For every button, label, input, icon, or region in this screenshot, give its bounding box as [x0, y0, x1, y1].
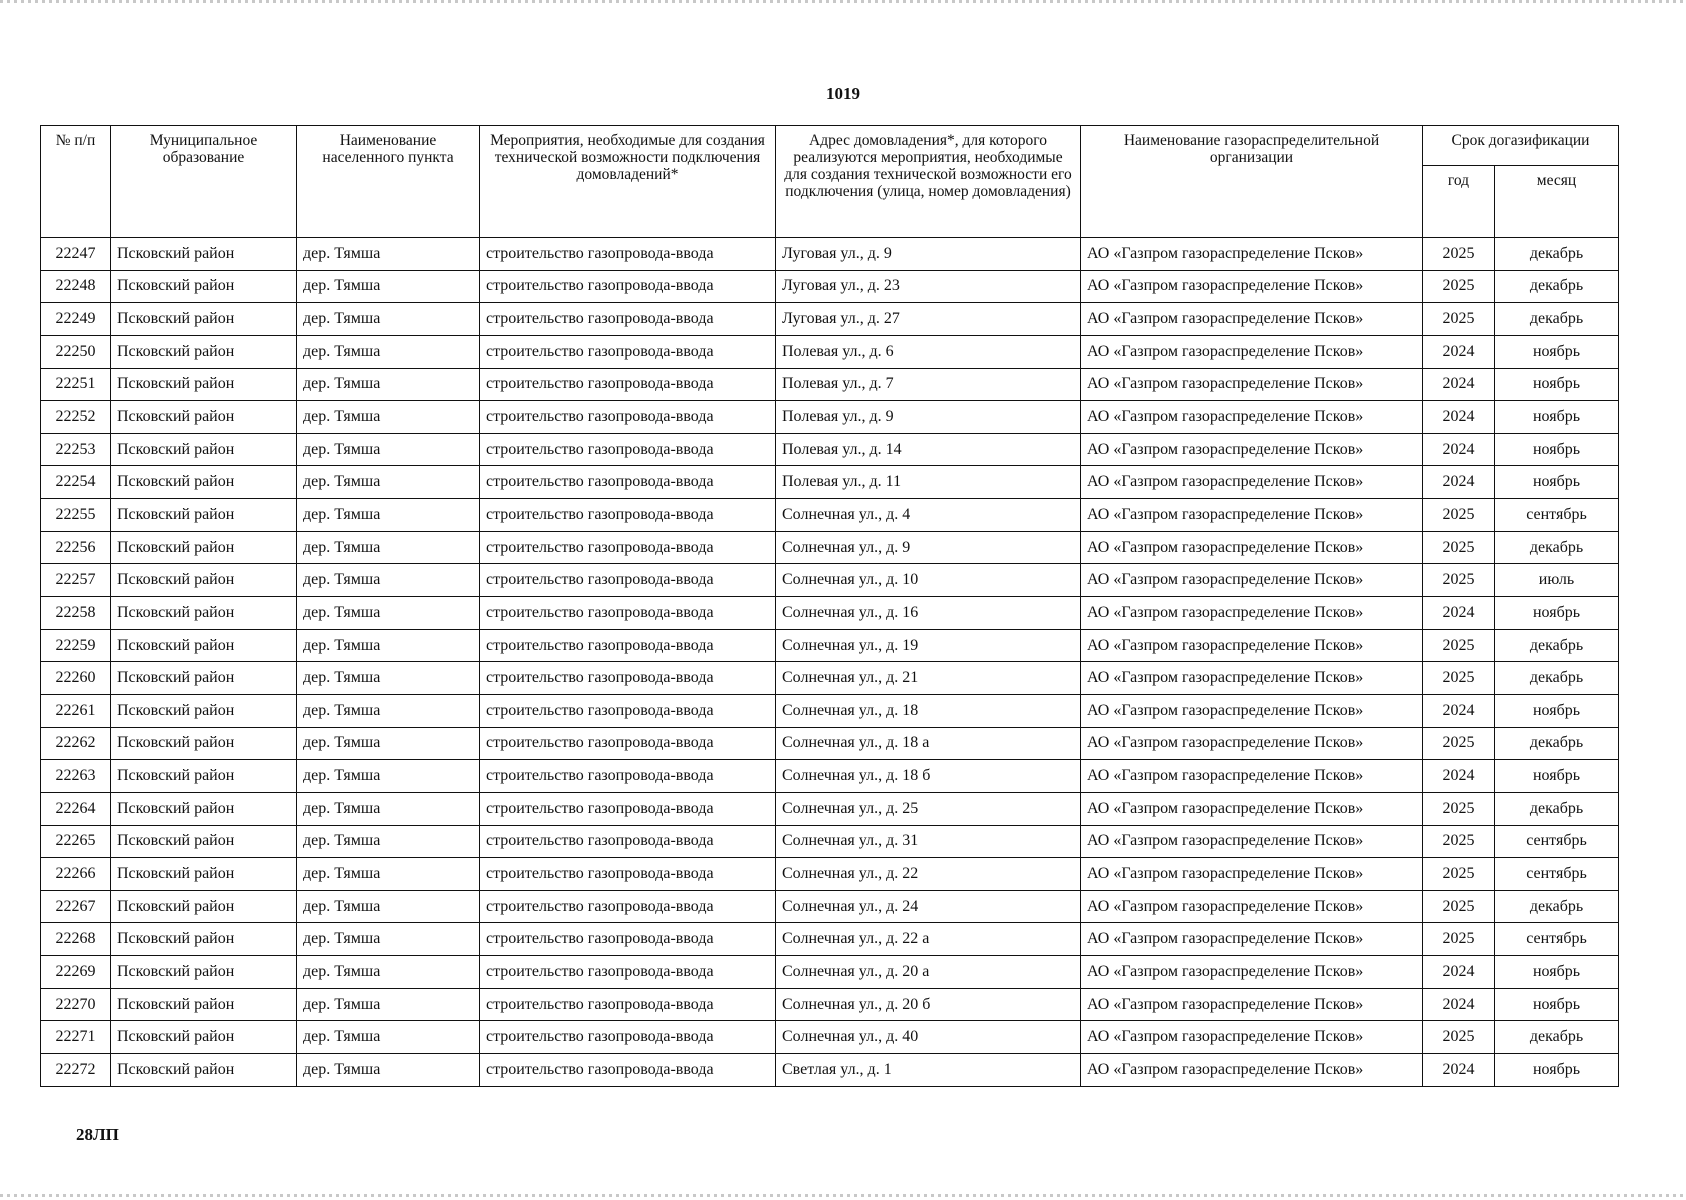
cell-organization: АО «Газпром газораспределение Псков» [1081, 368, 1423, 401]
cell-month: декабрь [1495, 727, 1619, 760]
header-deadline: Срок догазификации [1423, 126, 1619, 166]
table-row [41, 988, 1619, 1021]
cell-organization: АО «Газпром газораспределение Псков» [1081, 1054, 1423, 1087]
cell-num: 22267 [41, 890, 111, 923]
table-row [41, 890, 1619, 923]
cell-measure: строительство газопровода-ввода [480, 890, 776, 923]
cell-month: ноябрь [1495, 401, 1619, 434]
header-measures: Мероприятия, необходимые для создания технической возможности подключения домовладений* [480, 126, 776, 238]
cell-settlement: дер. Тямша [297, 694, 480, 727]
cell-municipality: Псковский район [111, 792, 297, 825]
cell-organization: АО «Газпром газораспределение Псков» [1081, 890, 1423, 923]
table-row [41, 238, 1619, 271]
cell-month: декабрь [1495, 662, 1619, 695]
cell-organization: АО «Газпром газораспределение Псков» [1081, 988, 1423, 1021]
cell-municipality: Псковский район [111, 760, 297, 793]
cell-num: 22272 [41, 1054, 111, 1087]
cell-address: Полевая ул., д. 11 [776, 466, 1081, 499]
cell-municipality: Псковский район [111, 303, 297, 336]
header-month: месяц [1495, 166, 1619, 238]
cell-organization: АО «Газпром газораспределение Псков» [1081, 760, 1423, 793]
table-row [41, 956, 1619, 989]
cell-address: Солнечная ул., д. 18 а [776, 727, 1081, 760]
cell-month: декабрь [1495, 531, 1619, 564]
cell-measure: строительство газопровода-ввода [480, 694, 776, 727]
cell-month: сентябрь [1495, 825, 1619, 858]
header-address: Адрес домовладения*, для которого реализуются мероприятия, необходимые для создания технической возможности его подключения (улица, номер домовладения) [776, 126, 1081, 238]
cell-measure: строительство газопровода-ввода [480, 629, 776, 662]
cell-month: сентябрь [1495, 923, 1619, 956]
scan-edge-bottom [0, 1194, 1686, 1197]
cell-measure: строительство газопровода-ввода [480, 988, 776, 1021]
table-row [41, 923, 1619, 956]
header-year: год [1423, 166, 1495, 238]
cell-organization: АО «Газпром газораспределение Псков» [1081, 858, 1423, 891]
cell-month: ноябрь [1495, 956, 1619, 989]
cell-settlement: дер. Тямша [297, 597, 480, 630]
table-body [41, 238, 1619, 1087]
cell-organization: АО «Газпром газораспределение Псков» [1081, 564, 1423, 597]
cell-year: 2024 [1423, 466, 1495, 499]
cell-month: декабрь [1495, 792, 1619, 825]
cell-year: 2024 [1423, 956, 1495, 989]
cell-year: 2025 [1423, 923, 1495, 956]
cell-organization: АО «Газпром газораспределение Псков» [1081, 531, 1423, 564]
cell-num: 22247 [41, 238, 111, 271]
cell-settlement: дер. Тямша [297, 335, 480, 368]
cell-municipality: Псковский район [111, 694, 297, 727]
cell-num: 22249 [41, 303, 111, 336]
cell-measure: строительство газопровода-ввода [480, 956, 776, 989]
cell-month: июль [1495, 564, 1619, 597]
cell-settlement: дер. Тямша [297, 629, 480, 662]
cell-num: 22251 [41, 368, 111, 401]
cell-num: 22248 [41, 270, 111, 303]
cell-year: 2025 [1423, 238, 1495, 271]
cell-measure: строительство газопровода-ввода [480, 531, 776, 564]
cell-municipality: Псковский район [111, 433, 297, 466]
cell-address: Солнечная ул., д. 18 [776, 694, 1081, 727]
cell-measure: строительство газопровода-ввода [480, 564, 776, 597]
cell-settlement: дер. Тямша [297, 956, 480, 989]
cell-year: 2024 [1423, 988, 1495, 1021]
cell-organization: АО «Газпром газораспределение Псков» [1081, 662, 1423, 695]
cell-address: Солнечная ул., д. 22 а [776, 923, 1081, 956]
cell-address: Солнечная ул., д. 25 [776, 792, 1081, 825]
cell-municipality: Псковский район [111, 988, 297, 1021]
cell-num: 22253 [41, 433, 111, 466]
cell-municipality: Псковский район [111, 401, 297, 434]
cell-organization: АО «Газпром газораспределение Псков» [1081, 270, 1423, 303]
scan-edge-top [0, 0, 1686, 3]
cell-month: ноябрь [1495, 988, 1619, 1021]
cell-address: Солнечная ул., д. 10 [776, 564, 1081, 597]
cell-address: Луговая ул., д. 27 [776, 303, 1081, 336]
table-row [41, 564, 1619, 597]
cell-organization: АО «Газпром газораспределение Псков» [1081, 956, 1423, 989]
cell-measure: строительство газопровода-ввода [480, 1021, 776, 1054]
table-row [41, 499, 1619, 532]
cell-measure: строительство газопровода-ввода [480, 1054, 776, 1087]
cell-num: 22260 [41, 662, 111, 695]
cell-num: 22256 [41, 531, 111, 564]
cell-measure: строительство газопровода-ввода [480, 923, 776, 956]
table-row [41, 727, 1619, 760]
table-row [41, 792, 1619, 825]
cell-settlement: дер. Тямша [297, 466, 480, 499]
cell-month: сентябрь [1495, 499, 1619, 532]
cell-measure: строительство газопровода-ввода [480, 238, 776, 271]
cell-organization: АО «Газпром газораспределение Псков» [1081, 433, 1423, 466]
table-row [41, 335, 1619, 368]
cell-municipality: Псковский район [111, 1021, 297, 1054]
cell-organization: АО «Газпром газораспределение Псков» [1081, 1021, 1423, 1054]
cell-measure: строительство газопровода-ввода [480, 499, 776, 532]
cell-month: ноябрь [1495, 1054, 1619, 1087]
cell-num: 22271 [41, 1021, 111, 1054]
gasification-table [40, 125, 1619, 1087]
table-row [41, 1021, 1619, 1054]
table-header [41, 126, 1619, 238]
cell-address: Солнечная ул., д. 18 б [776, 760, 1081, 793]
header-num: № п/п [41, 126, 111, 238]
cell-organization: АО «Газпром газораспределение Псков» [1081, 335, 1423, 368]
header-organization: Наименование газораспределительной организации [1081, 126, 1423, 238]
cell-municipality: Псковский район [111, 956, 297, 989]
table-row [41, 270, 1619, 303]
cell-municipality: Псковский район [111, 368, 297, 401]
cell-measure: строительство газопровода-ввода [480, 401, 776, 434]
cell-settlement: дер. Тямша [297, 662, 480, 695]
cell-settlement: дер. Тямша [297, 499, 480, 532]
cell-settlement: дер. Тямша [297, 988, 480, 1021]
cell-num: 22257 [41, 564, 111, 597]
cell-address: Полевая ул., д. 14 [776, 433, 1081, 466]
cell-municipality: Псковский район [111, 531, 297, 564]
table-row [41, 1054, 1619, 1087]
cell-month: декабрь [1495, 629, 1619, 662]
cell-organization: АО «Газпром газораспределение Псков» [1081, 629, 1423, 662]
cell-year: 2025 [1423, 270, 1495, 303]
cell-num: 22262 [41, 727, 111, 760]
cell-address: Светлая ул., д. 1 [776, 1054, 1081, 1087]
cell-municipality: Псковский район [111, 662, 297, 695]
cell-year: 2025 [1423, 890, 1495, 923]
cell-settlement: дер. Тямша [297, 531, 480, 564]
cell-municipality: Псковский район [111, 923, 297, 956]
cell-address: Луговая ул., д. 23 [776, 270, 1081, 303]
cell-settlement: дер. Тямша [297, 564, 480, 597]
cell-month: ноябрь [1495, 433, 1619, 466]
header-settlement: Наименование населенного пункта [297, 126, 480, 238]
table-row [41, 597, 1619, 630]
cell-organization: АО «Газпром газораспределение Псков» [1081, 792, 1423, 825]
cell-settlement: дер. Тямша [297, 1021, 480, 1054]
cell-municipality: Псковский район [111, 499, 297, 532]
cell-num: 22254 [41, 466, 111, 499]
cell-municipality: Псковский район [111, 597, 297, 630]
cell-measure: строительство газопровода-ввода [480, 858, 776, 891]
cell-measure: строительство газопровода-ввода [480, 335, 776, 368]
cell-month: ноябрь [1495, 597, 1619, 630]
cell-month: сентябрь [1495, 858, 1619, 891]
table-row [41, 760, 1619, 793]
cell-num: 22263 [41, 760, 111, 793]
cell-measure: строительство газопровода-ввода [480, 597, 776, 630]
cell-settlement: дер. Тямша [297, 401, 480, 434]
cell-num: 22255 [41, 499, 111, 532]
cell-settlement: дер. Тямша [297, 792, 480, 825]
cell-measure: строительство газопровода-ввода [480, 270, 776, 303]
cell-organization: АО «Газпром газораспределение Псков» [1081, 499, 1423, 532]
cell-month: декабрь [1495, 270, 1619, 303]
table-row [41, 303, 1619, 336]
cell-organization: АО «Газпром газораспределение Псков» [1081, 923, 1423, 956]
cell-year: 2024 [1423, 1054, 1495, 1087]
cell-month: ноябрь [1495, 694, 1619, 727]
cell-year: 2024 [1423, 760, 1495, 793]
cell-organization: АО «Газпром газораспределение Псков» [1081, 238, 1423, 271]
header-municipality: Муниципальное образование [111, 126, 297, 238]
cell-measure: строительство газопровода-ввода [480, 466, 776, 499]
cell-settlement: дер. Тямша [297, 270, 480, 303]
cell-settlement: дер. Тямша [297, 1054, 480, 1087]
cell-address: Полевая ул., д. 7 [776, 368, 1081, 401]
table-row [41, 662, 1619, 695]
cell-year: 2025 [1423, 303, 1495, 336]
cell-num: 22266 [41, 858, 111, 891]
cell-municipality: Псковский район [111, 466, 297, 499]
cell-year: 2025 [1423, 531, 1495, 564]
cell-month: декабрь [1495, 303, 1619, 336]
table-row [41, 401, 1619, 434]
cell-year: 2024 [1423, 597, 1495, 630]
table-row [41, 531, 1619, 564]
cell-address: Луговая ул., д. 9 [776, 238, 1081, 271]
cell-municipality: Псковский район [111, 890, 297, 923]
cell-municipality: Псковский район [111, 825, 297, 858]
cell-num: 22261 [41, 694, 111, 727]
cell-address: Солнечная ул., д. 20 а [776, 956, 1081, 989]
cell-year: 2025 [1423, 662, 1495, 695]
cell-year: 2024 [1423, 368, 1495, 401]
table-row [41, 694, 1619, 727]
cell-year: 2025 [1423, 1021, 1495, 1054]
cell-address: Солнечная ул., д. 16 [776, 597, 1081, 630]
cell-measure: строительство газопровода-ввода [480, 760, 776, 793]
cell-year: 2025 [1423, 629, 1495, 662]
cell-address: Солнечная ул., д. 4 [776, 499, 1081, 532]
table-row [41, 466, 1619, 499]
cell-settlement: дер. Тямша [297, 433, 480, 466]
cell-organization: АО «Газпром газораспределение Псков» [1081, 825, 1423, 858]
cell-organization: АО «Газпром газораспределение Псков» [1081, 597, 1423, 630]
cell-organization: АО «Газпром газораспределение Псков» [1081, 694, 1423, 727]
cell-municipality: Псковский район [111, 270, 297, 303]
cell-num: 22259 [41, 629, 111, 662]
cell-address: Солнечная ул., д. 21 [776, 662, 1081, 695]
cell-settlement: дер. Тямша [297, 760, 480, 793]
cell-municipality: Псковский район [111, 1054, 297, 1087]
cell-year: 2025 [1423, 499, 1495, 532]
cell-year: 2024 [1423, 401, 1495, 434]
cell-month: ноябрь [1495, 466, 1619, 499]
cell-measure: строительство газопровода-ввода [480, 433, 776, 466]
cell-num: 22250 [41, 335, 111, 368]
cell-settlement: дер. Тямша [297, 303, 480, 336]
cell-month: декабрь [1495, 238, 1619, 271]
cell-num: 22268 [41, 923, 111, 956]
cell-address: Полевая ул., д. 6 [776, 335, 1081, 368]
table-row [41, 858, 1619, 891]
cell-settlement: дер. Тямша [297, 368, 480, 401]
cell-year: 2025 [1423, 792, 1495, 825]
table-row [41, 368, 1619, 401]
cell-organization: АО «Газпром газораспределение Псков» [1081, 401, 1423, 434]
footer-code: 28ЛП [76, 1125, 119, 1144]
table-row [41, 433, 1619, 466]
cell-municipality: Псковский район [111, 858, 297, 891]
cell-year: 2025 [1423, 564, 1495, 597]
cell-address: Солнечная ул., д. 40 [776, 1021, 1081, 1054]
cell-year: 2025 [1423, 825, 1495, 858]
cell-settlement: дер. Тямша [297, 825, 480, 858]
cell-settlement: дер. Тямша [297, 890, 480, 923]
cell-settlement: дер. Тямша [297, 858, 480, 891]
cell-measure: строительство газопровода-ввода [480, 792, 776, 825]
cell-address: Солнечная ул., д. 19 [776, 629, 1081, 662]
cell-month: ноябрь [1495, 760, 1619, 793]
cell-month: декабрь [1495, 890, 1619, 923]
cell-municipality: Псковский район [111, 238, 297, 271]
cell-address: Солнечная ул., д. 31 [776, 825, 1081, 858]
cell-month: ноябрь [1495, 335, 1619, 368]
cell-num: 22269 [41, 956, 111, 989]
cell-month: декабрь [1495, 1021, 1619, 1054]
cell-municipality: Псковский район [111, 335, 297, 368]
cell-measure: строительство газопровода-ввода [480, 662, 776, 695]
table-row [41, 825, 1619, 858]
cell-organization: АО «Газпром газораспределение Псков» [1081, 466, 1423, 499]
cell-measure: строительство газопровода-ввода [480, 368, 776, 401]
cell-num: 22252 [41, 401, 111, 434]
cell-settlement: дер. Тямша [297, 238, 480, 271]
cell-address: Солнечная ул., д. 20 б [776, 988, 1081, 1021]
cell-num: 22258 [41, 597, 111, 630]
cell-address: Солнечная ул., д. 9 [776, 531, 1081, 564]
cell-measure: строительство газопровода-ввода [480, 825, 776, 858]
cell-year: 2025 [1423, 727, 1495, 760]
cell-municipality: Псковский район [111, 727, 297, 760]
cell-municipality: Псковский район [111, 564, 297, 597]
table-row [41, 629, 1619, 662]
cell-organization: АО «Газпром газораспределение Псков» [1081, 727, 1423, 760]
cell-year: 2025 [1423, 858, 1495, 891]
cell-month: ноябрь [1495, 368, 1619, 401]
cell-year: 2024 [1423, 694, 1495, 727]
cell-address: Полевая ул., д. 9 [776, 401, 1081, 434]
cell-municipality: Псковский район [111, 629, 297, 662]
cell-num: 22270 [41, 988, 111, 1021]
cell-measure: строительство газопровода-ввода [480, 303, 776, 336]
cell-settlement: дер. Тямша [297, 727, 480, 760]
cell-measure: строительство газопровода-ввода [480, 727, 776, 760]
cell-num: 22264 [41, 792, 111, 825]
cell-year: 2024 [1423, 335, 1495, 368]
cell-address: Солнечная ул., д. 24 [776, 890, 1081, 923]
cell-settlement: дер. Тямша [297, 923, 480, 956]
page-number: 1019 [826, 84, 860, 103]
cell-year: 2024 [1423, 433, 1495, 466]
cell-organization: АО «Газпром газораспределение Псков» [1081, 303, 1423, 336]
cell-address: Солнечная ул., д. 22 [776, 858, 1081, 891]
cell-num: 22265 [41, 825, 111, 858]
